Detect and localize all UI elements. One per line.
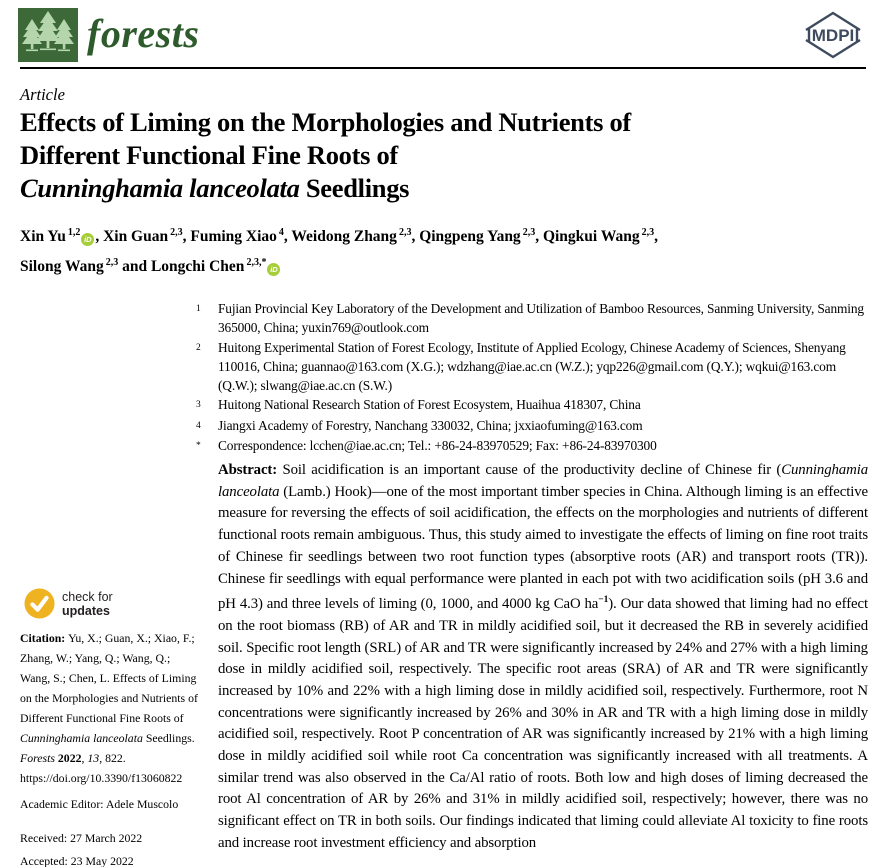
author-separator: , — [654, 228, 658, 246]
author-line-1 — [20, 220, 820, 250]
badge-line-2: updates — [62, 603, 110, 618]
accepted-date: Accepted: 23 May 2022 — [20, 854, 134, 867]
citation-volume-italic: 13 — [87, 751, 100, 765]
abstract — [218, 460, 868, 855]
author-name: Longchi Chen — [150, 258, 245, 276]
check-for-updates-badge[interactable] — [24, 588, 174, 619]
title-line-2: Different Functional Fine Roots of — [20, 140, 398, 170]
citation-species-italic: Cunninghamia lanceolata — [20, 731, 143, 745]
author-list — [20, 220, 820, 280]
affiliation-marker: 1 — [196, 304, 201, 314]
author-separator: and — [118, 258, 151, 276]
author-name: Xin Yu — [20, 228, 66, 246]
forests-journal-logo — [18, 8, 78, 62]
title-species-italic: Cunninghamia lanceolata — [20, 173, 300, 203]
abstract-text-1: Soil acidification is an important cause of the productivity decline of Chinese fir ( — [277, 462, 782, 478]
dates-block — [20, 827, 210, 867]
author-affil-sup: 1,2 — [67, 227, 81, 238]
paper-title — [20, 106, 840, 205]
title-line-1: Effects of Liming on the Morphologies and Nutrients of — [20, 107, 631, 137]
author-affil-sup: 4 — [278, 227, 284, 238]
citation-text-2: Seedlings. — [142, 731, 195, 745]
author-separator: , — [411, 228, 420, 246]
citation-text-3: , — [81, 751, 88, 765]
citation-label: Citation: — [20, 631, 69, 645]
check-icon — [24, 588, 55, 619]
affiliations — [196, 299, 872, 456]
affiliation-text: Jiangxi Academy of Forestry, Nanchang 330032, China; jxxiaofuming@163.com — [218, 417, 643, 433]
author-name: Qingpeng Yang — [419, 228, 521, 246]
abstract-text-3: ). Our data showed that liming had no effect on the root biomass (RB) of AR and TR in mildly acidified soil, but it decreased the RB in severely acidified soil. Specific root length (SRL) of AR and TR were significantly increased by 24% and 27% with a high liming dose in mildly acidified soil, respectively. The specific root areas (SRA) of AR and TR were significantly increased by 10% and 22% with a high liming dose in mildly acidified soil, respectively. Furthermore, root N concentrations were significantly increased by 26% and 30% in AR and TR with a high liming dose in mildly acidified soil, respectively. Root P concentration of AR was significantly increased by 21% with a high liming dose in mildly acidified soil while root Ca concentration was significantly increased with all treatments. A similar trend was also observed in the Ca/Al ratio of roots. Both low and high doses of liming decreased the root Al concentration of AR by 26% and 31% in mildly acidified soil, respectively; however, there was no significant effect on TR in both soils. Our findings indicated that liming could alleviate Al toxicity to fine roots and increase root investment efficiency and absorption — [218, 596, 868, 851]
affiliation-row — [196, 338, 872, 396]
check-for-updates-label — [62, 590, 113, 618]
affiliation-row — [196, 299, 872, 338]
author-affil-sup: 2,3 — [641, 227, 655, 238]
author-affil-sup: 2,3,* — [246, 257, 267, 269]
citation-year: 2022 — [57, 751, 82, 765]
title-line-3 — [20, 172, 840, 205]
trees-icon — [18, 8, 78, 62]
author-line-2 — [20, 250, 820, 280]
citation-text-4: , 822. — [99, 751, 126, 765]
author-separator: , — [535, 228, 543, 246]
author-name: Qingkui Wang — [542, 228, 640, 246]
article-type-label: Article — [20, 85, 65, 104]
header-divider — [20, 67, 866, 69]
abstract-label: Abstract: — [218, 462, 278, 478]
badge-line-1: check for — [62, 589, 113, 604]
received-date: Received: 27 March 2022 — [20, 831, 143, 845]
author-separator: , — [182, 228, 191, 246]
affiliation-text: Fujian Provincial Key Laboratory of the Development and Utilization of Bamboo Resources, Sanming University, Sanming 365000, China; yuxin769@outlook.com — [218, 301, 864, 336]
correspondence-text: Correspondence: lcchen@iae.ac.cn; Tel.: +86-24-83970529; Fax: +86-24-83970300 — [218, 438, 657, 454]
abstract-text-2: (Lamb.) Hook)—one of the most important timber species in China. Although liming is an effective measure for reversing the effects of soil acidification, the effects on the morphologies and nutrients of different functional roots remain ambiguous. Thus, this study aimed to investigate the effects of liming on fine root traits of Chinese fir seedlings between two root function types (absorptive roots (AR) and transport roots (TR)). Chinese fir seedlings with equal performance were planted in each pot with two acidification soils (pH 3.6 and pH 4.3) and three levels of liming (0, 1000, and 4000 kg CaO ha — [218, 483, 868, 613]
author-affil-sup: 2,3 — [398, 227, 412, 238]
author-name: Weidong Zhang — [291, 228, 397, 246]
citation-text-1: Yu, X.; Guan, X.; Xiao, F.; Zhang, W.; Yang, Q.; Wang, Q.; Wang, S.; Chen, L. Effects of Liming on the Morphologies and Nutrients of Different Functional Fine Roots of — [20, 631, 198, 725]
affiliation-marker: 3 — [196, 400, 201, 411]
citation-doi-link[interactable]: https://doi.org/10.3390/f13060822 — [20, 771, 183, 785]
academic-editor: Academic Editor: Adele Muscolo — [20, 797, 179, 811]
citation-journal-italic: Forests — [20, 751, 58, 765]
title-line-3-rest: Seedlings — [299, 173, 410, 203]
author-name: Xin Guan — [103, 228, 169, 246]
affiliation-marker: 4 — [196, 420, 201, 431]
orcid-icon[interactable]: iD — [81, 233, 94, 246]
abstract-superscript: −1 — [598, 595, 609, 606]
affiliation-row — [196, 416, 872, 436]
affiliation-text: Huitong Experimental Station of Forest Ecology, Institute of Applied Ecology, Chinese Academy of Sciences, Shenyang 110016, China; guannao@163.com (X.G.); wdzhang@iae.ac.cn (W.Z.); yqp226@gmail.com (Q.Y.); wqkui@163.com (Q.W.); slwang@iae.ac.cn (S.W.) — [218, 339, 846, 394]
citation-block — [20, 628, 200, 788]
author-affil-sup: 2,3 — [105, 257, 119, 269]
affiliation-marker: 2 — [196, 342, 201, 353]
abstract-species-italic: Cunninghamia lanceolata — [218, 462, 868, 500]
author-name: Fuming Xiao — [190, 228, 277, 246]
author-separator: , — [95, 228, 104, 246]
journal-wordmark: forests — [87, 11, 200, 56]
mdpi-logo-text: MDPI — [811, 26, 855, 45]
author-name: Silong Wang — [20, 258, 104, 276]
author-affil-sup: 2,3 — [170, 227, 183, 238]
affiliation-row — [196, 436, 872, 456]
affiliation-text: Huitong National Research Station of Forest Ecosystem, Huaihua 418307, China — [218, 397, 641, 413]
mdpi-logo — [797, 8, 869, 62]
author-separator: , — [283, 228, 292, 246]
orcid-icon[interactable]: iD — [267, 263, 280, 276]
author-affil-sup: 2,3 — [522, 227, 536, 238]
correspondence-marker: * — [196, 441, 201, 452]
affiliation-row — [196, 395, 872, 415]
